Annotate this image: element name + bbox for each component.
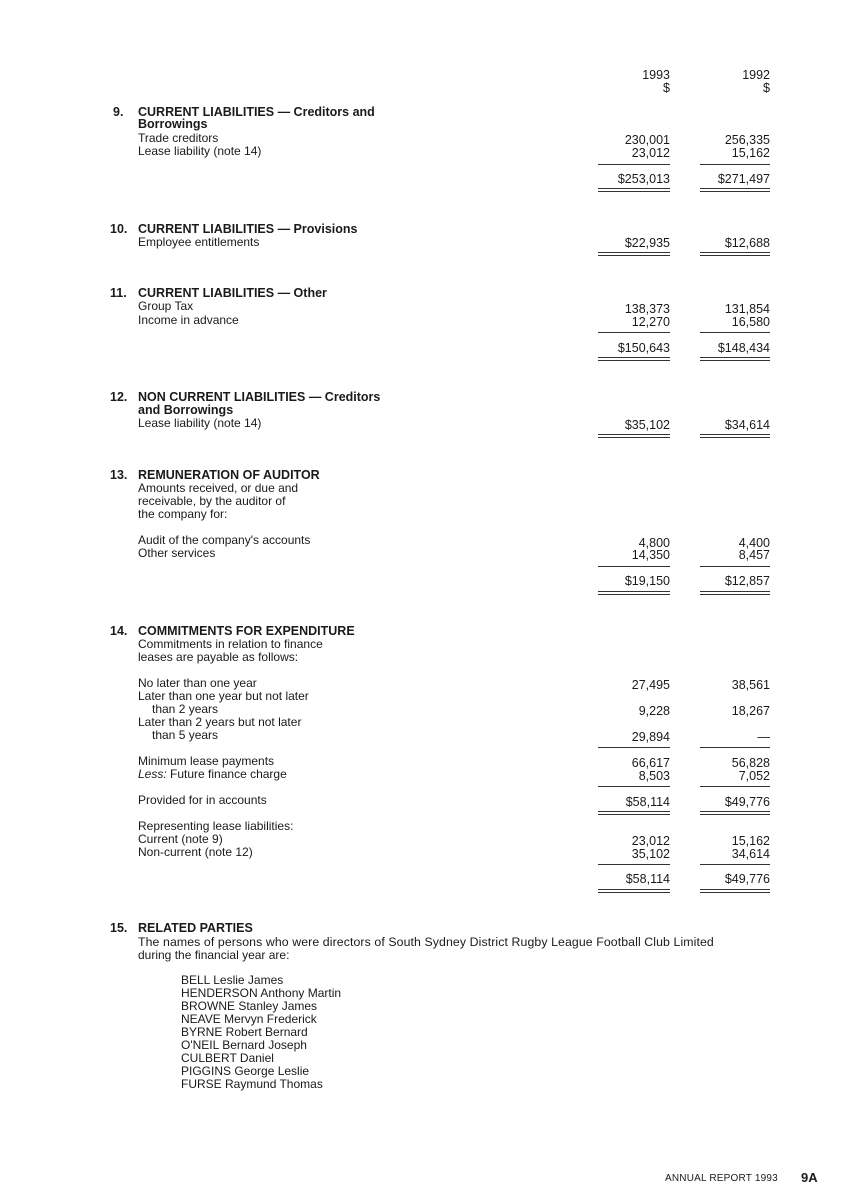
total-1993: $150,643: [617, 341, 670, 355]
value-1992: 8,457: [738, 548, 770, 562]
value-1993: 230,001: [624, 133, 670, 147]
note-number: 15.: [110, 921, 128, 935]
note-text: Commitments in relation to finance: [138, 637, 323, 651]
value-1993: 23,012: [631, 146, 670, 160]
total-1993: $19,150: [624, 574, 670, 588]
page-number: 9A: [801, 1170, 818, 1185]
value-1992: 15,162: [731, 834, 770, 848]
director-name: NEAVE Mervyn Frederick: [181, 1012, 317, 1026]
value-1993: 12,270: [631, 315, 670, 329]
total-double-rule: [700, 889, 770, 893]
total-1992: $148,434: [717, 341, 770, 355]
row-label: Group Tax: [138, 299, 194, 313]
note-number: 13.: [110, 468, 128, 482]
value-1993: 14,350: [631, 548, 670, 562]
value-1992: 4,400: [738, 536, 770, 550]
row-label: than 5 years: [152, 728, 219, 742]
note-number: 11.: [110, 286, 127, 300]
subtotal-rule: [598, 164, 670, 165]
director-name: BYRNE Robert Bernard: [181, 1025, 308, 1039]
note-heading: CURRENT LIABILITIES — Creditors and: [138, 105, 375, 119]
subtotal-rule: [700, 332, 770, 333]
director-name: PIGGINS George Leslie: [181, 1064, 310, 1078]
row-label: Minimum lease payments: [138, 754, 275, 768]
total-1993: $58,114: [625, 872, 670, 886]
value-1993: 66,617: [631, 756, 670, 770]
column-year-1993: 1993: [642, 68, 670, 82]
row-label: Current (note 9): [138, 832, 223, 846]
director-name: BROWNE Stanley James: [181, 999, 318, 1013]
total-double-rule: [598, 889, 670, 893]
value-1992: —: [757, 730, 770, 744]
note-heading: Borrowings: [138, 117, 208, 131]
row-label: No later than one year: [138, 676, 257, 690]
value-1992: 34,614: [731, 847, 770, 861]
value-1993: 29,894: [631, 730, 670, 744]
row-label: Employee entitlements: [138, 235, 260, 249]
note-heading: NON CURRENT LIABILITIES — Creditors: [138, 390, 381, 404]
director-name: O'NEIL Bernard Joseph: [181, 1038, 307, 1052]
subtotal-rule: [598, 786, 670, 787]
total-1993: $22,935: [624, 236, 670, 250]
total-double-rule: [700, 188, 770, 192]
total-1992: $271,497: [717, 172, 770, 186]
row-label: Representing lease liabilities:: [138, 819, 294, 833]
value-1993: 23,012: [631, 834, 670, 848]
director-name: HENDERSON Anthony Martin: [181, 986, 342, 1000]
subtotal-rule: [700, 864, 770, 865]
note-text: leases are payable as follows:: [138, 650, 299, 664]
note-number: 14.: [110, 624, 128, 638]
note-number: 9.: [113, 105, 124, 119]
row-label: Trade creditors: [138, 131, 219, 145]
total-double-rule: [598, 434, 670, 438]
note-heading: CURRENT LIABILITIES — Provisions: [138, 222, 358, 236]
note-text: receivable, by the auditor of: [138, 494, 286, 508]
row-label: Later than 2 years but not later: [138, 715, 302, 729]
subtotal-rule: [700, 566, 770, 567]
director-name: CULBERT Daniel: [181, 1051, 274, 1065]
note-number: 10.: [110, 222, 128, 236]
subtotal-rule: [700, 747, 770, 748]
row-label: Lease liability (note 14): [138, 144, 262, 158]
row-label: Audit of the company's accounts: [138, 533, 311, 547]
note-heading: and Borrowings: [138, 403, 234, 417]
subtotal-rule: [598, 747, 670, 748]
column-year-1992: 1992: [742, 68, 770, 82]
note-number: 12.: [110, 390, 128, 404]
row-label: Provided for in accounts: [138, 793, 267, 807]
value-1993: $58,114: [625, 795, 670, 809]
total-1992: $12,857: [724, 574, 770, 588]
total-1992: $49,776: [724, 872, 770, 886]
subtotal-rule: [598, 864, 670, 865]
director-name: BELL Leslie James: [181, 973, 284, 987]
total-double-rule: [700, 434, 770, 438]
column-currency-1993: $: [663, 81, 670, 95]
value-1993: 35,102: [631, 847, 670, 861]
total-1993: $253,013: [617, 172, 670, 186]
total-double-rule: [598, 188, 670, 192]
note-heading: COMMITMENTS FOR EXPENDITURE: [138, 624, 355, 638]
value-1992: 15,162: [731, 146, 770, 160]
less-label: Future finance charge: [170, 767, 287, 781]
value-1992: $49,776: [724, 795, 770, 809]
director-name: FURSE Raymund Thomas: [181, 1077, 323, 1091]
value-1992: 18,267: [731, 704, 770, 718]
subtotal-rule: [700, 786, 770, 787]
value-1992: 56,828: [731, 756, 770, 770]
note-heading: RELATED PARTIES: [138, 921, 253, 935]
subtotal-rule: [700, 164, 770, 165]
total-1993: $35,102: [624, 418, 670, 432]
note-heading: REMUNERATION OF AUDITOR: [138, 468, 320, 482]
row-label: Other services: [138, 546, 216, 560]
row-label: Later than one year but not later: [138, 689, 309, 703]
total-1992: $34,614: [724, 418, 770, 432]
row-label: Non-current (note 12): [138, 845, 253, 859]
total-double-rule: [598, 357, 670, 361]
value-1993: 138,373: [624, 302, 670, 316]
footer-report-title: ANNUAL REPORT 1993: [665, 1173, 778, 1184]
total-double-rule: [598, 252, 670, 256]
total-double-rule: [700, 591, 770, 595]
subtotal-rule: [598, 566, 670, 567]
total-double-rule: [700, 811, 770, 815]
subtotal-rule: [598, 332, 670, 333]
total-double-rule: [598, 591, 670, 595]
value-1993: 4,800: [638, 536, 670, 550]
value-1992: 7,052: [738, 769, 770, 783]
note-text: during the financial year are:: [138, 948, 290, 962]
note-text: The names of persons who were directors of South Sydney District Rugby League Football Club Limited: [138, 935, 714, 949]
total-1992: $12,688: [724, 236, 770, 250]
value-1992: 256,335: [724, 133, 770, 147]
note-text: Amounts received, or due and: [138, 481, 299, 495]
note-heading: CURRENT LIABILITIES — Other: [138, 286, 327, 300]
value-1993: 9,228: [638, 704, 670, 718]
less-word: Less:: [138, 767, 167, 781]
value-1992: 16,580: [731, 315, 770, 329]
row-label: Lease liability (note 14): [138, 416, 262, 430]
value-1993: 8,503: [638, 769, 670, 783]
total-double-rule: [598, 811, 670, 815]
value-1992: 131,854: [724, 302, 770, 316]
value-1993: 27,495: [631, 678, 670, 692]
value-1992: 38,561: [731, 678, 770, 692]
total-double-rule: [700, 357, 770, 361]
row-label: Income in advance: [138, 313, 239, 327]
row-label: than 2 years: [152, 702, 219, 716]
total-double-rule: [700, 252, 770, 256]
row-label: [138, 768, 287, 781]
column-currency-1992: $: [763, 81, 770, 95]
note-text: the company for:: [138, 507, 228, 521]
